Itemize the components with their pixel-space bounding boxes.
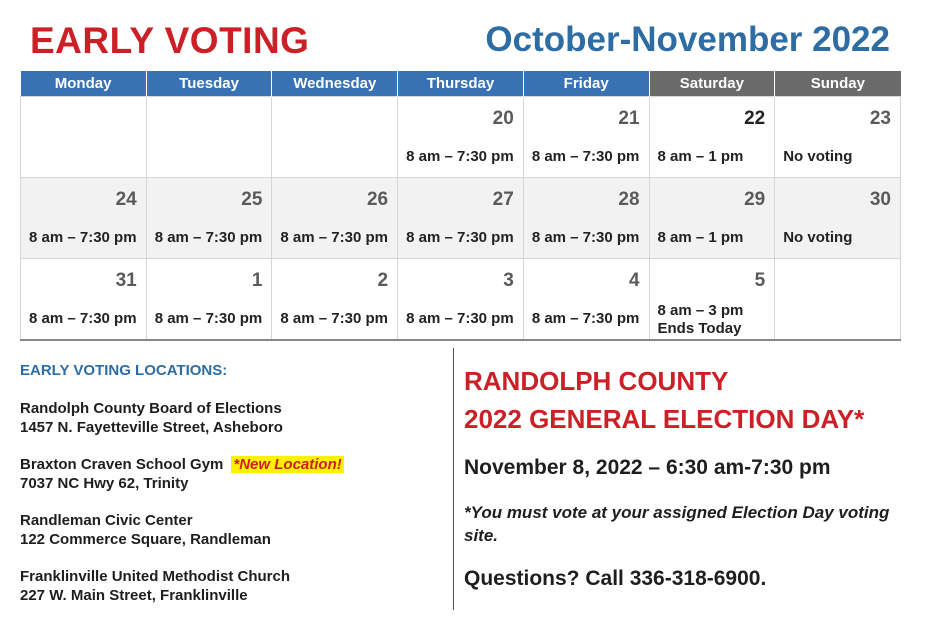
calendar-cell xyxy=(21,178,147,259)
voting-hours: 8 am – 7:30 pm xyxy=(154,310,263,327)
calendar-cell xyxy=(146,178,272,259)
calendar-cell xyxy=(398,97,524,178)
early-voting-title: EARLY VOTING xyxy=(30,20,310,61)
day-number: 3 xyxy=(503,270,514,291)
day-number: 28 xyxy=(618,189,640,210)
day-number: 5 xyxy=(754,270,766,291)
voting-hours: 8 am – 7:30 pm xyxy=(406,229,514,246)
voting-hours: 8 am – 7:30 pm xyxy=(406,148,514,165)
ends-today-note: Ends Today xyxy=(657,320,742,337)
calendar-cell xyxy=(398,178,524,259)
day-number: 27 xyxy=(492,189,514,210)
location-name-row xyxy=(20,455,344,474)
calendar-cell-empty xyxy=(775,259,901,341)
election-day-heading xyxy=(464,362,864,438)
day-number: 21 xyxy=(618,108,640,129)
calendar-cell xyxy=(272,259,398,341)
voting-hours: 8 am – 7:30 pm xyxy=(406,310,514,327)
weekday-header-row xyxy=(21,71,901,97)
day-number: 26 xyxy=(366,189,389,210)
calendar-cell xyxy=(649,178,775,259)
calendar-cell xyxy=(146,259,272,341)
week-row-3 xyxy=(21,259,901,341)
location-name: Braxton Craven School Gym xyxy=(20,456,224,473)
month-range-title: October-November 2022 xyxy=(485,20,890,59)
location-address: 122 Commerce Square, Randleman xyxy=(20,531,271,548)
header-wednesday: Wednesday xyxy=(272,71,398,97)
day-number: 4 xyxy=(628,270,640,291)
header-sunday: Sunday xyxy=(775,71,901,97)
early-voting-calendar xyxy=(20,71,901,341)
calendar-cell xyxy=(398,259,524,341)
election-date: November 8, 2022 – 6:30 am-7:30 pm xyxy=(464,456,831,479)
calendar-cell xyxy=(775,97,901,178)
voting-hours: 8 am – 7:30 pm xyxy=(280,310,388,327)
voting-hours: 8 am – 7:30 pm xyxy=(29,229,137,246)
header-monday: Monday xyxy=(21,71,147,97)
voting-hours: No voting xyxy=(783,148,853,165)
location-entry xyxy=(20,567,290,605)
calendar-cell-empty xyxy=(21,97,147,178)
day-number: 22 xyxy=(744,108,766,129)
day-number: 23 xyxy=(869,108,891,129)
day-number: 2 xyxy=(377,270,389,291)
calendar-cell xyxy=(775,178,901,259)
location-entry xyxy=(20,511,271,549)
voting-hours: 8 am – 7:30 pm xyxy=(29,310,137,327)
day-number: 25 xyxy=(241,189,263,210)
day-number: 24 xyxy=(115,189,137,210)
section-divider xyxy=(453,348,454,610)
election-site-note: *You must vote at your assigned Election Day voting site. xyxy=(464,503,890,545)
calendar-cell xyxy=(272,178,398,259)
location-name: Randleman Civic Center xyxy=(20,512,193,529)
voting-hours: 8 am – 7:30 pm xyxy=(531,148,640,165)
week-row-2 xyxy=(21,178,901,259)
location-name: Randolph County Board of Elections xyxy=(20,400,282,417)
day-number: 31 xyxy=(115,270,137,291)
location-entry xyxy=(20,399,283,437)
header-thursday: Thursday xyxy=(398,71,524,97)
voting-hours: 8 am – 1 pm xyxy=(657,148,744,165)
calendar-cell xyxy=(523,259,649,341)
voting-hours: 8 am – 7:30 pm xyxy=(280,229,388,246)
voting-hours-text: 8 am – 3 pm xyxy=(657,302,744,319)
calendar-cell-empty xyxy=(272,97,398,178)
day-number: 30 xyxy=(869,189,891,210)
voting-hours: 8 am – 7:30 pm xyxy=(154,229,263,246)
voting-hours: 8 am – 7:30 pm xyxy=(531,229,640,246)
location-address: 1457 N. Fayetteville Street, Asheboro xyxy=(20,419,283,436)
calendar-cell xyxy=(523,178,649,259)
calendar-cell-empty xyxy=(146,97,272,178)
questions-phone: Questions? Call 336-318-6900. xyxy=(464,567,767,590)
week-row-1 xyxy=(21,97,901,178)
voting-hours xyxy=(658,302,744,338)
header-friday: Friday xyxy=(523,71,649,97)
voting-hours: No voting xyxy=(783,229,853,246)
calendar-cell xyxy=(649,97,775,178)
day-number: 29 xyxy=(744,189,766,210)
header-tuesday: Tuesday xyxy=(146,71,272,97)
day-number: 20 xyxy=(492,108,514,129)
new-location-tag: *New Location! xyxy=(233,456,342,473)
calendar-cell xyxy=(21,259,147,341)
location-address: 7037 NC Hwy 62, Trinity xyxy=(20,475,189,492)
day-number: 1 xyxy=(251,270,263,291)
calendar-cell xyxy=(649,259,775,341)
election-title: 2022 GENERAL ELECTION DAY* xyxy=(464,404,865,434)
location-entry xyxy=(20,455,344,493)
calendar-cell xyxy=(523,97,649,178)
voting-hours: 8 am – 7:30 pm xyxy=(531,310,640,327)
county-name: RANDOLPH COUNTY xyxy=(464,366,729,396)
header-saturday: Saturday xyxy=(649,71,775,97)
location-address: 227 W. Main Street, Franklinville xyxy=(20,587,248,604)
location-name: Franklinville United Methodist Church xyxy=(20,568,291,585)
voting-hours: 8 am – 1 pm xyxy=(657,229,744,246)
locations-heading: EARLY VOTING LOCATIONS: xyxy=(20,362,228,379)
